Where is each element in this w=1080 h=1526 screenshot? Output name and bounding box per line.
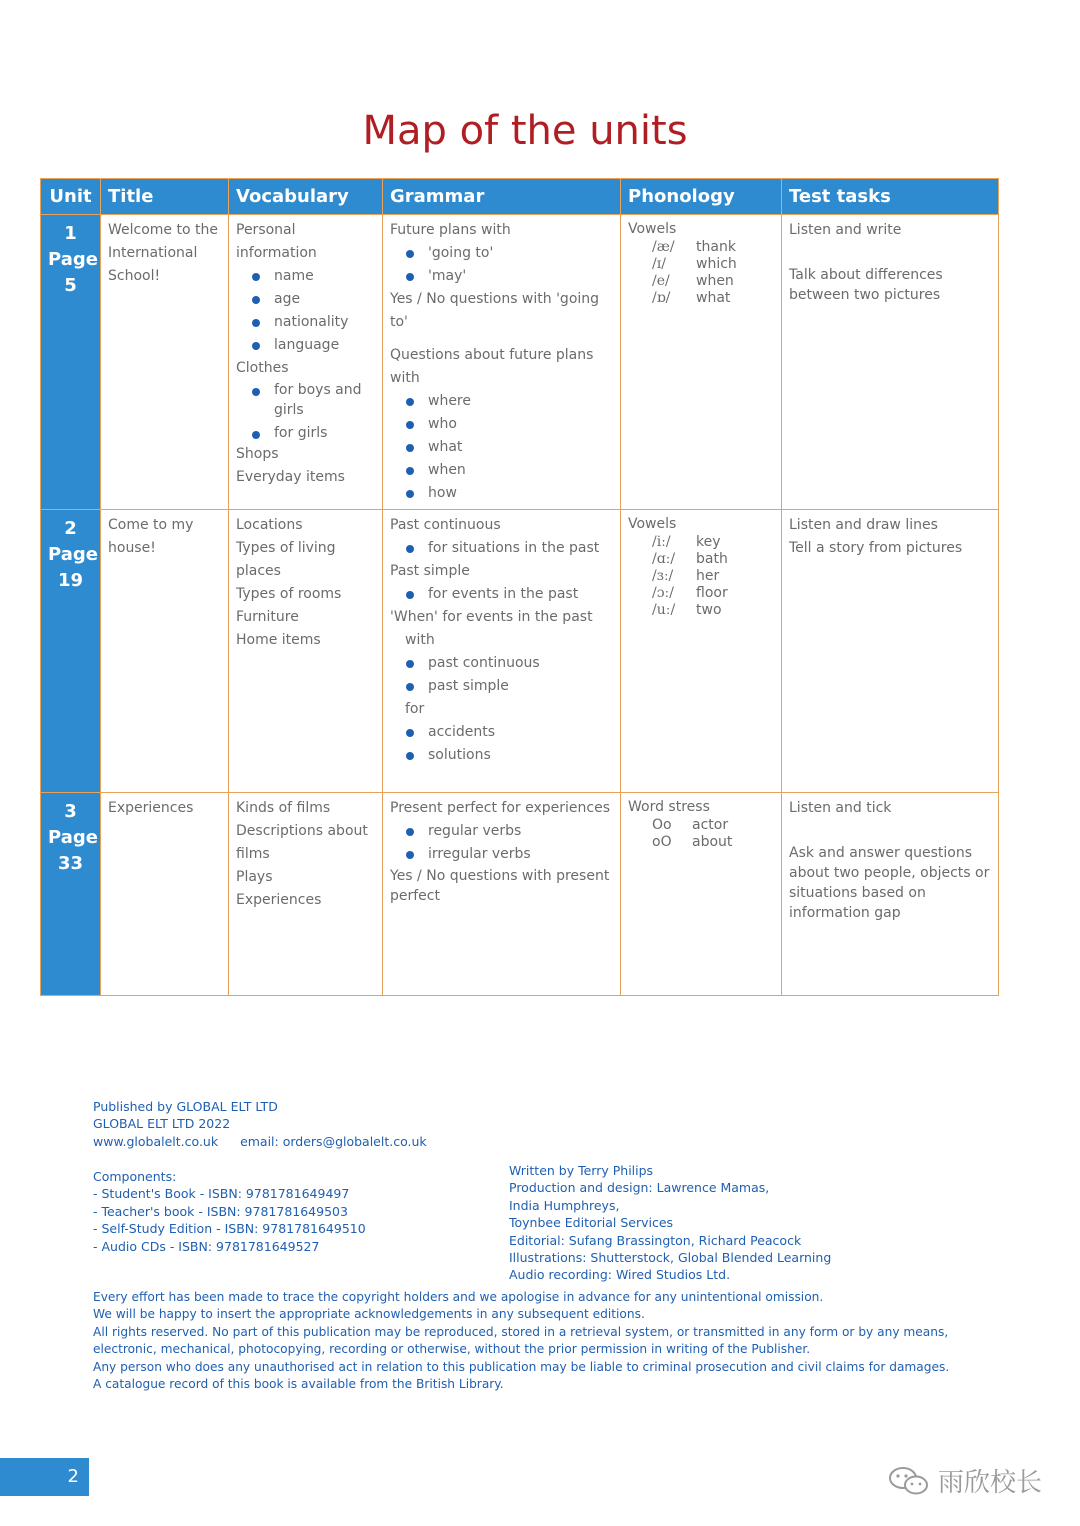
unit-number: 2 [64, 518, 77, 539]
legal-notice [93, 1289, 949, 1393]
list-item: past continuous [404, 652, 613, 675]
phonology-row [628, 817, 774, 834]
credit-line: Audio recording: Wired Studios Ltd. [509, 1267, 731, 1283]
list-item: for events in the past [404, 583, 613, 606]
phoneme: /ɜː/ [652, 568, 674, 584]
phonology-cell [621, 793, 782, 996]
list-item: for girls [250, 423, 375, 443]
phoneme: /e/ [652, 273, 670, 289]
credit-line: Production and design: Lawrence Mamas, [509, 1180, 770, 1196]
table-row [41, 510, 999, 793]
grammar-heading: 'When' for events in the past [390, 609, 593, 625]
page-label: Page [48, 544, 98, 565]
component-item: - Audio CDs - ISBN: 9781781649527 [93, 1238, 320, 1254]
example-word: floor [696, 585, 728, 601]
test-tasks-cell [782, 510, 999, 793]
unit-cell [41, 793, 101, 996]
vocab-item: Locations [236, 517, 303, 533]
grammar-item: Yes / No questions with present perfect [390, 868, 610, 904]
grammar-list [390, 820, 613, 866]
header-unit: Unit [41, 179, 101, 215]
grammar-cell [383, 215, 621, 510]
phoneme: /æ/ [652, 239, 675, 255]
legal-line: Every effort has been made to trace the copyright holders and we apologise in advance for any unintentional omission. [93, 1290, 824, 1304]
list-item: how [404, 482, 613, 505]
example-word: what [696, 290, 731, 306]
list-item: language [250, 334, 375, 357]
example-word: thank [696, 239, 736, 255]
vocabulary-cell [229, 510, 383, 793]
phonology-row [628, 534, 774, 551]
stress-pattern: Oo [652, 817, 672, 833]
page-number: 33 [57, 853, 84, 874]
vocab-item: films [236, 846, 270, 862]
vocab-item: Plays [236, 869, 273, 885]
vocabulary-cell [229, 215, 383, 510]
list-item: where [404, 390, 613, 413]
phonology-cell [621, 510, 782, 793]
phonology-heading: Vowels [628, 516, 677, 532]
phonology-row [628, 585, 774, 602]
grammar-heading: Present perfect for experiences [390, 800, 611, 816]
legal-line: A catalogue record of this book is available from the British Library. [93, 1377, 504, 1392]
credits [509, 1162, 831, 1284]
unit-title: Come to my house! [101, 510, 229, 793]
grammar-list [390, 721, 613, 767]
phoneme: /ɪ/ [652, 256, 666, 272]
grammar-cell [383, 510, 621, 793]
example-word: bath [696, 551, 728, 567]
vocab-item: Types of rooms [236, 586, 342, 602]
stress-pattern: oO [652, 834, 672, 850]
unit-number: 1 [64, 223, 77, 244]
watermark [888, 1462, 1042, 1499]
header-title: Title [101, 179, 229, 215]
phonology-row [628, 602, 774, 619]
page-number: 5 [64, 275, 77, 296]
phoneme: /ɑː/ [652, 551, 676, 567]
phonology-row [628, 551, 774, 568]
grammar-heading: Questions about future plans with [390, 347, 594, 386]
credit-line: Editorial: Sufang Brassington, Richard Peacock [509, 1232, 802, 1248]
phonology-row [628, 273, 774, 290]
test-task: Tell a story from pictures [789, 540, 963, 556]
publisher-line: GLOBAL ELT LTD 2022 [93, 1116, 231, 1132]
test-task: Ask and answer questions about two people, objects or situations based on information gap [789, 845, 990, 921]
phonology-row [628, 568, 774, 585]
legal-line: We will be happy to insert the appropriate acknowledgements in any subsequent editions. [93, 1307, 645, 1322]
credit-line: Written by Terry Philips [509, 1163, 654, 1178]
example-word: about [692, 834, 733, 850]
component-item: - Student's Book - ISBN: 9781781649497 [93, 1186, 350, 1202]
test-task: Listen and write [789, 222, 902, 238]
list-item: for boys and girls [250, 380, 375, 420]
list-item: past simple [404, 675, 613, 698]
components-heading: Components: [93, 1169, 177, 1184]
table-row [41, 215, 999, 510]
grammar-heading: Future plans with [390, 222, 511, 238]
email-link[interactable]: email: orders@globalelt.co.uk [240, 1133, 427, 1149]
vocab-list [236, 380, 375, 443]
page-label: Page [48, 827, 98, 848]
example-word: two [696, 602, 722, 618]
vocab-item: Kinds of films [236, 800, 331, 816]
test-tasks-cell [782, 215, 999, 510]
phoneme: /ɒ/ [652, 290, 671, 306]
contact-line [93, 1133, 427, 1150]
page-number: 19 [57, 570, 84, 591]
example-word: key [696, 534, 721, 550]
example-word: actor [692, 817, 729, 833]
unit-number: 3 [64, 801, 77, 822]
list-item: for situations in the past [404, 537, 613, 560]
test-tasks-cell [782, 793, 999, 996]
component-item: - Teacher's book - ISBN: 9781781649503 [93, 1203, 348, 1219]
unit-title: Welcome to the International School! [101, 215, 229, 510]
phonology-row [628, 290, 774, 307]
legal-line: Any person who does any unauthorised act in relation to this publication may be liable to criminal prosecution and civil claims for damages. [93, 1359, 950, 1374]
vocab-item: Experiences [236, 892, 322, 908]
test-task: Talk about differences between two pictures [789, 267, 943, 303]
components-list [93, 1168, 366, 1255]
list-item: who [404, 413, 613, 436]
grammar-heading: Past continuous [390, 517, 501, 533]
grammar-heading: Past simple [390, 563, 470, 579]
vocab-item: Shops [236, 446, 279, 462]
phonology-row [628, 834, 774, 851]
header-phonology: Phonology [621, 179, 782, 215]
website-link[interactable]: www.globalelt.co.uk [93, 1133, 219, 1149]
grammar-cell [383, 793, 621, 996]
phonology-row [628, 239, 774, 256]
phonology-heading: Word stress [628, 799, 710, 815]
vocab-item: Descriptions about [236, 823, 368, 839]
header-grammar: Grammar [383, 179, 621, 215]
test-task: Listen and draw lines [789, 517, 938, 533]
table-row [41, 793, 999, 996]
grammar-list [390, 652, 613, 698]
vocabulary-cell [229, 793, 383, 996]
header-vocabulary: Vocabulary [229, 179, 383, 215]
list-item: regular verbs [404, 820, 613, 843]
example-word: when [696, 273, 734, 289]
list-item: nationality [250, 311, 375, 334]
list-item: age [250, 288, 375, 311]
credit-line: Illustrations: Shutterstock, Global Blended Learning [509, 1250, 832, 1266]
vocab-item: Everyday items [236, 469, 345, 485]
vocab-item: Types of living places [236, 540, 336, 579]
legal-line: All rights reserved. No part of this publication may be reproduced, stored in a retrieval system, or transmitted in any form or by any means, [93, 1324, 949, 1339]
phonology-row [628, 256, 774, 273]
vocab-item: Furniture [236, 609, 299, 625]
grammar-item: with [405, 632, 435, 648]
list-item: when [404, 459, 613, 482]
list-item: 'going to' [404, 242, 613, 265]
watermark-text: 雨欣校长 [938, 1468, 1043, 1498]
vocab-list [236, 265, 375, 357]
vocab-heading: Clothes [236, 360, 289, 376]
credit-line: Toynbee Editorial Services [509, 1215, 674, 1231]
page-title: Map of the units [362, 108, 688, 154]
publisher-info [93, 1098, 427, 1150]
unit-title: Experiences [101, 793, 229, 996]
grammar-item: for [405, 701, 425, 717]
grammar-list [390, 583, 613, 606]
list-item: name [250, 265, 375, 288]
chat-bubbles-icon [888, 1465, 930, 1497]
phoneme: /iː/ [652, 534, 671, 550]
credit-line: India Humphreys, [509, 1197, 620, 1213]
phonology-heading: Vowels [628, 221, 677, 237]
unit-cell [41, 215, 101, 510]
grammar-list [390, 390, 613, 505]
grammar-list [390, 537, 613, 560]
unit-cell [41, 510, 101, 793]
page-label: Page [48, 249, 98, 270]
header-row [41, 179, 999, 215]
phoneme: /uː/ [652, 602, 676, 618]
example-word: which [696, 256, 737, 272]
grammar-list [390, 242, 613, 288]
publisher-line: Published by GLOBAL ELT LTD [93, 1099, 278, 1114]
units-table [40, 178, 999, 996]
list-item: irregular verbs [404, 843, 613, 866]
vocab-item: Home items [236, 632, 321, 648]
list-item: what [404, 436, 613, 459]
component-item: - Self-Study Edition - ISBN: 9781781649510 [93, 1221, 366, 1237]
test-task: Listen and tick [789, 800, 892, 816]
example-word: her [696, 568, 720, 584]
phoneme: /ɔː/ [652, 585, 674, 601]
vocab-heading: Personal information [236, 222, 317, 261]
phonology-cell [621, 215, 782, 510]
page-number-badge: 2 [0, 1458, 89, 1496]
list-item: accidents [404, 721, 613, 744]
grammar-item: Yes / No questions with 'going to' [390, 291, 600, 330]
header-test-tasks: Test tasks [782, 179, 999, 215]
list-item: 'may' [404, 265, 613, 288]
legal-line: electronic, mechanical, photocopying, recording or otherwise, without the prior permission in writing of the Publisher. [93, 1342, 811, 1357]
list-item: solutions [404, 744, 613, 767]
